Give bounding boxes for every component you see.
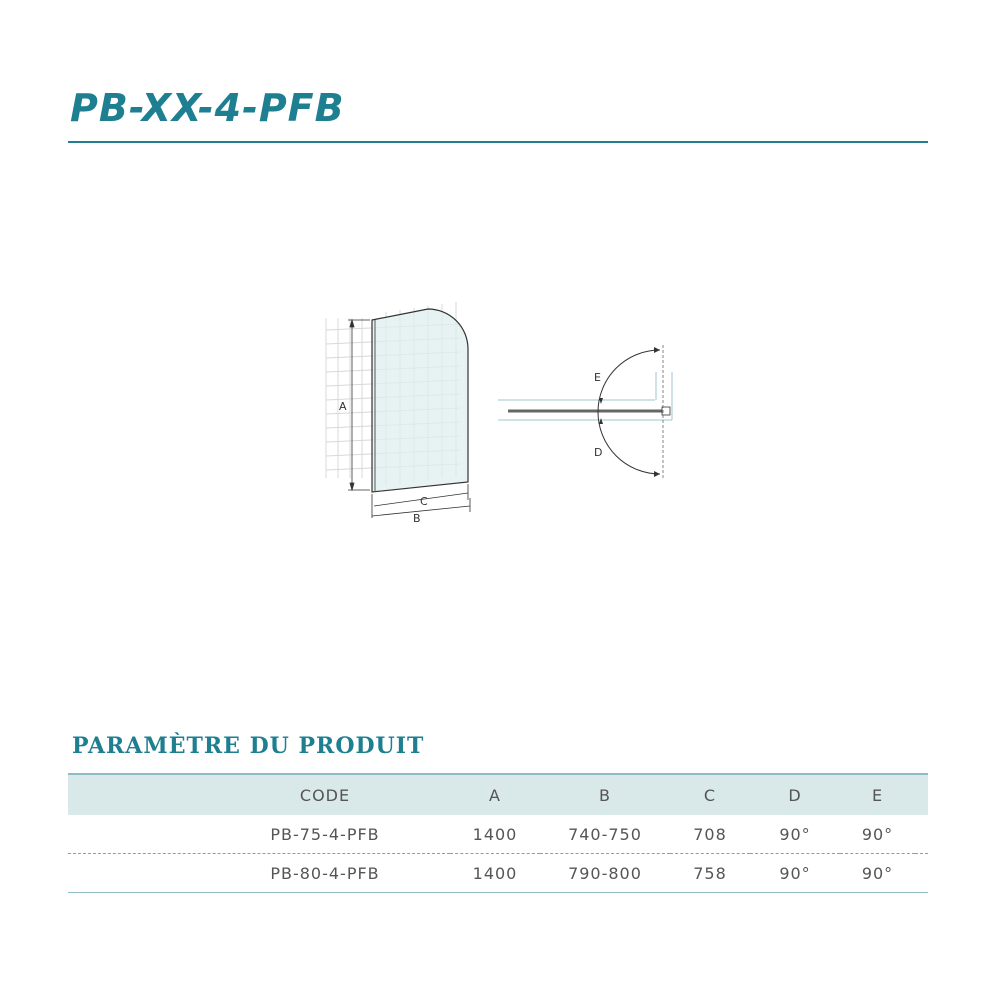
table-row [68, 815, 928, 854]
column-header-d: D [788, 785, 802, 805]
cell-spacer [915, 854, 928, 893]
cell-d: 90° [779, 824, 811, 844]
cell-c: 708 [693, 824, 727, 844]
table-header-row [68, 774, 928, 815]
cell-spacer [915, 815, 928, 854]
top-view-plan [498, 372, 672, 420]
cell-d: 90° [779, 863, 811, 883]
section-title: PARAMÈTRE DU PRODUIT [72, 733, 425, 759]
cell-code: PB-80-4-PFB [270, 863, 380, 883]
cell-a: 1400 [472, 863, 518, 883]
column-header-a: A [489, 785, 501, 805]
cell-code: PB-75-4-PFB [270, 824, 380, 844]
column-header-spacer [915, 774, 928, 815]
angle-d-label: D [594, 446, 603, 459]
column-header-c: C [703, 785, 717, 805]
cell-e: 90° [861, 824, 894, 844]
cell-b: 740-750 [568, 824, 642, 844]
cell-b: 790-800 [568, 863, 642, 883]
spec-table [68, 773, 928, 893]
column-header-b: B [599, 785, 611, 805]
glass-panel [372, 309, 468, 492]
dimension-b-label: B [413, 512, 421, 525]
dimension-a-label: A [339, 400, 347, 413]
page-title: PB-XX-4-PFB [70, 86, 345, 130]
angle-e-label: E [594, 371, 601, 384]
dimension-a [348, 320, 370, 490]
column-header-code: CODE [299, 785, 351, 805]
column-header-e: E [871, 785, 884, 805]
cell-e: 90° [861, 863, 894, 883]
cell-c: 758 [693, 863, 727, 883]
table-row [68, 854, 928, 893]
dimension-c-label: C [420, 495, 428, 508]
cell-a: 1400 [472, 824, 518, 844]
